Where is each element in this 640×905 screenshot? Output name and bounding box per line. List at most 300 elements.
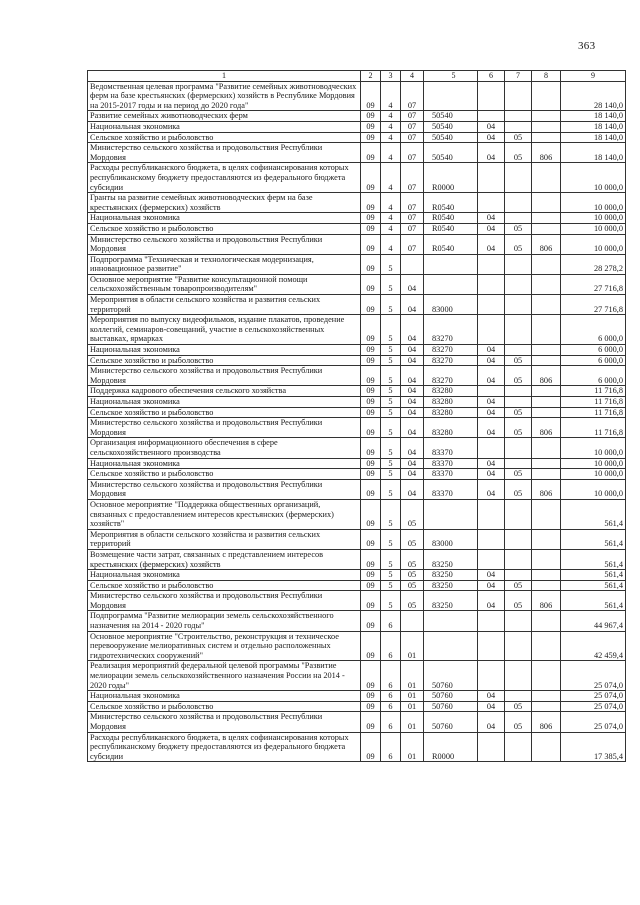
code-cell-2: 09 xyxy=(361,143,381,163)
code-cell-4: 07 xyxy=(401,111,424,122)
code-cell-7 xyxy=(505,274,532,294)
code-cell-4: 04 xyxy=(401,469,424,480)
amount-cell: 10 000,0 xyxy=(561,438,626,458)
code-cell-6 xyxy=(478,315,505,345)
table-row xyxy=(88,121,626,132)
code-cell-4 xyxy=(401,611,424,631)
table-row xyxy=(88,611,626,631)
code-cell-7 xyxy=(505,315,532,345)
header-cell: 5 xyxy=(424,71,478,82)
row-name-cell: Ведомственная целевая программа "Развитие семейных животноводческих ферм на базе крестьянских (фермерских) хозяйств в Республике Мордовия на 2015-2017 годы и на период до 2020 года" xyxy=(88,81,361,111)
code-cell-5: 83370 xyxy=(424,469,478,480)
amount-cell: 10 000,0 xyxy=(561,458,626,469)
code-cell-6: 04 xyxy=(478,397,505,408)
code-cell-5: 50760 xyxy=(424,712,478,732)
code-cell-8 xyxy=(532,397,561,408)
code-cell-6: 04 xyxy=(478,479,505,499)
code-cell-6 xyxy=(478,254,505,274)
table-row xyxy=(88,712,626,732)
code-cell-7 xyxy=(505,549,532,569)
code-cell-5: 50760 xyxy=(424,661,478,691)
code-cell-7 xyxy=(505,732,532,762)
code-cell-6 xyxy=(478,193,505,213)
code-cell-6: 04 xyxy=(478,355,505,366)
code-cell-2: 09 xyxy=(361,132,381,143)
amount-cell: 18 140,0 xyxy=(561,132,626,143)
code-cell-7: 05 xyxy=(505,234,532,254)
code-cell-7 xyxy=(505,611,532,631)
code-cell-3: 5 xyxy=(381,418,401,438)
amount-cell: 561,4 xyxy=(561,529,626,549)
code-cell-2: 09 xyxy=(361,701,381,712)
table-row xyxy=(88,407,626,418)
code-cell-8 xyxy=(532,407,561,418)
code-cell-4: 07 xyxy=(401,121,424,132)
code-cell-8 xyxy=(532,223,561,234)
code-cell-3: 4 xyxy=(381,213,401,224)
table-row xyxy=(88,254,626,274)
code-cell-7 xyxy=(505,691,532,702)
code-cell-6 xyxy=(478,163,505,193)
code-cell-2: 09 xyxy=(361,295,381,315)
row-name-cell: Подпрограмма "Техническая и технологическая модернизация, инновационное развитие" xyxy=(88,254,361,274)
code-cell-4: 04 xyxy=(401,295,424,315)
code-cell-3: 5 xyxy=(381,407,401,418)
table-body xyxy=(88,81,626,762)
code-cell-4: 07 xyxy=(401,163,424,193)
amount-cell: 11 716,8 xyxy=(561,386,626,397)
code-cell-3: 4 xyxy=(381,81,401,111)
row-name-cell: Гранты на развитие семейных животноводческих ферм на базе крестьянских (фермерских) хозяйств xyxy=(88,193,361,213)
code-cell-6 xyxy=(478,274,505,294)
code-cell-2: 09 xyxy=(361,81,381,111)
code-cell-8 xyxy=(532,163,561,193)
row-name-cell: Подпрограмма "Развитие мелиорации земель сельскохозяйственного назначения на 2014 - 2020 годы" xyxy=(88,611,361,631)
code-cell-7 xyxy=(505,529,532,549)
code-cell-4: 05 xyxy=(401,570,424,581)
table-row xyxy=(88,274,626,294)
code-cell-3: 6 xyxy=(381,661,401,691)
amount-cell: 18 140,0 xyxy=(561,111,626,122)
amount-cell: 561,4 xyxy=(561,580,626,591)
code-cell-2: 09 xyxy=(361,223,381,234)
code-cell-8 xyxy=(532,111,561,122)
row-name-cell: Министерство сельского хозяйства и продовольствия Республики Мордовия xyxy=(88,591,361,611)
table-row xyxy=(88,234,626,254)
code-cell-6: 04 xyxy=(478,691,505,702)
row-name-cell: Сельское хозяйство и рыболовство xyxy=(88,407,361,418)
row-name-cell: Реализация мероприятий федеральной целевой программы "Развитие мелиорации земель сельскохозяйственного назначения России на 2014 - 2020 годы" xyxy=(88,661,361,691)
code-cell-8 xyxy=(532,274,561,294)
code-cell-6 xyxy=(478,386,505,397)
code-cell-2: 09 xyxy=(361,397,381,408)
amount-cell: 25 074,0 xyxy=(561,661,626,691)
code-cell-2: 09 xyxy=(361,111,381,122)
code-cell-5: 83280 xyxy=(424,397,478,408)
row-name-cell: Мероприятия в области сельского хозяйства и развития сельских территорий xyxy=(88,529,361,549)
code-cell-8 xyxy=(532,549,561,569)
table-row xyxy=(88,223,626,234)
row-name-cell: Основное мероприятие "Поддержка общественных организаций, связанных с предоставлением интересов крестьянских (фермерских) хозяйств" xyxy=(88,499,361,529)
table-row xyxy=(88,469,626,480)
code-cell-7: 05 xyxy=(505,143,532,163)
code-cell-8 xyxy=(532,611,561,631)
code-cell-2: 09 xyxy=(361,631,381,661)
code-cell-3: 5 xyxy=(381,469,401,480)
code-cell-7 xyxy=(505,111,532,122)
code-cell-4: 04 xyxy=(401,315,424,345)
code-cell-6: 04 xyxy=(478,132,505,143)
code-cell-5: 83280 xyxy=(424,418,478,438)
code-cell-7: 05 xyxy=(505,591,532,611)
code-cell-3: 5 xyxy=(381,570,401,581)
row-name-cell: Расходы республиканского бюджета, в целях софинансирования которых республиканскому бюджету предоставляются из федерального бюджета субсидии xyxy=(88,732,361,762)
code-cell-3: 4 xyxy=(381,121,401,132)
code-cell-6: 04 xyxy=(478,234,505,254)
code-cell-3: 5 xyxy=(381,438,401,458)
code-cell-7 xyxy=(505,163,532,193)
code-cell-4: 04 xyxy=(401,366,424,386)
code-cell-5: 83000 xyxy=(424,529,478,549)
code-cell-8 xyxy=(532,631,561,661)
row-name-cell: Министерство сельского хозяйства и продовольствия Республики Мордовия xyxy=(88,366,361,386)
code-cell-8 xyxy=(532,254,561,274)
code-cell-3: 5 xyxy=(381,580,401,591)
code-cell-6 xyxy=(478,438,505,458)
code-cell-2: 09 xyxy=(361,712,381,732)
code-cell-2: 09 xyxy=(361,213,381,224)
row-name-cell: Сельское хозяйство и рыболовство xyxy=(88,132,361,143)
code-cell-6: 04 xyxy=(478,213,505,224)
code-cell-3: 6 xyxy=(381,691,401,702)
amount-cell: 27 716,8 xyxy=(561,295,626,315)
table-row xyxy=(88,163,626,193)
code-cell-4: 05 xyxy=(401,499,424,529)
amount-cell: 561,4 xyxy=(561,499,626,529)
table-row xyxy=(88,418,626,438)
amount-cell: 6 000,0 xyxy=(561,315,626,345)
table-row xyxy=(88,438,626,458)
code-cell-3: 4 xyxy=(381,223,401,234)
code-cell-5: 83250 xyxy=(424,570,478,581)
code-cell-7: 05 xyxy=(505,366,532,386)
amount-cell: 18 140,0 xyxy=(561,121,626,132)
table-row xyxy=(88,81,626,111)
code-cell-3: 6 xyxy=(381,611,401,631)
code-cell-8: 806 xyxy=(532,479,561,499)
code-cell-4: 07 xyxy=(401,143,424,163)
amount-cell: 10 000,0 xyxy=(561,469,626,480)
code-cell-7 xyxy=(505,458,532,469)
row-name-cell: Национальная экономика xyxy=(88,570,361,581)
code-cell-3: 4 xyxy=(381,163,401,193)
table-row xyxy=(88,458,626,469)
amount-cell: 28 278,2 xyxy=(561,254,626,274)
header-cell: 6 xyxy=(478,71,505,82)
code-cell-6: 04 xyxy=(478,407,505,418)
header-cell: 9 xyxy=(561,71,626,82)
code-cell-2: 09 xyxy=(361,570,381,581)
amount-cell: 6 000,0 xyxy=(561,355,626,366)
header-cell: 3 xyxy=(381,71,401,82)
amount-cell: 25 074,0 xyxy=(561,691,626,702)
code-cell-8 xyxy=(532,386,561,397)
code-cell-2: 09 xyxy=(361,691,381,702)
header-cell: 2 xyxy=(361,71,381,82)
code-cell-8: 806 xyxy=(532,234,561,254)
code-cell-6 xyxy=(478,81,505,111)
amount-cell: 6 000,0 xyxy=(561,366,626,386)
code-cell-3: 5 xyxy=(381,345,401,356)
code-cell-6: 04 xyxy=(478,701,505,712)
row-name-cell: Возмещение части затрат, связанных с представлением интересов крестьянских (фермерских) хозяйств xyxy=(88,549,361,569)
code-cell-7 xyxy=(505,213,532,224)
code-cell-6: 04 xyxy=(478,570,505,581)
code-cell-4: 05 xyxy=(401,549,424,569)
code-cell-8 xyxy=(532,499,561,529)
code-cell-8 xyxy=(532,458,561,469)
code-cell-7 xyxy=(505,121,532,132)
table-row xyxy=(88,366,626,386)
code-cell-4 xyxy=(401,254,424,274)
code-cell-6 xyxy=(478,499,505,529)
table-row xyxy=(88,691,626,702)
code-cell-4: 04 xyxy=(401,438,424,458)
code-cell-5: R0540 xyxy=(424,193,478,213)
code-cell-8 xyxy=(532,213,561,224)
code-cell-8: 806 xyxy=(532,591,561,611)
code-cell-6: 04 xyxy=(478,591,505,611)
code-cell-2: 09 xyxy=(361,254,381,274)
table-row xyxy=(88,386,626,397)
amount-cell: 561,4 xyxy=(561,591,626,611)
code-cell-6: 04 xyxy=(478,418,505,438)
code-cell-2: 09 xyxy=(361,355,381,366)
code-cell-8 xyxy=(532,529,561,549)
code-cell-3: 6 xyxy=(381,732,401,762)
table-row xyxy=(88,213,626,224)
code-cell-7 xyxy=(505,570,532,581)
code-cell-3: 5 xyxy=(381,274,401,294)
amount-cell: 561,4 xyxy=(561,549,626,569)
code-cell-8 xyxy=(532,732,561,762)
code-cell-4: 04 xyxy=(401,418,424,438)
code-cell-5: 83370 xyxy=(424,438,478,458)
code-cell-4: 07 xyxy=(401,193,424,213)
code-cell-5: 50540 xyxy=(424,143,478,163)
header-cell: 7 xyxy=(505,71,532,82)
code-cell-6 xyxy=(478,549,505,569)
code-cell-4: 05 xyxy=(401,529,424,549)
amount-cell: 27 716,8 xyxy=(561,274,626,294)
code-cell-3: 5 xyxy=(381,254,401,274)
row-name-cell: Министерство сельского хозяйства и продовольствия Республики Мордовия xyxy=(88,234,361,254)
code-cell-7 xyxy=(505,661,532,691)
code-cell-7: 05 xyxy=(505,479,532,499)
code-cell-5: 83250 xyxy=(424,580,478,591)
code-cell-6: 04 xyxy=(478,580,505,591)
code-cell-8 xyxy=(532,295,561,315)
amount-cell: 28 140,0 xyxy=(561,81,626,111)
code-cell-5: 83270 xyxy=(424,355,478,366)
code-cell-6: 04 xyxy=(478,458,505,469)
code-cell-5: 83000 xyxy=(424,295,478,315)
code-cell-5: 83270 xyxy=(424,366,478,386)
code-cell-8 xyxy=(532,132,561,143)
code-cell-6 xyxy=(478,661,505,691)
code-cell-4: 07 xyxy=(401,223,424,234)
code-cell-5: 83250 xyxy=(424,549,478,569)
code-cell-8: 806 xyxy=(532,418,561,438)
code-cell-7: 05 xyxy=(505,223,532,234)
code-cell-4: 01 xyxy=(401,701,424,712)
header-cell: 4 xyxy=(401,71,424,82)
row-name-cell: Мероприятия в области сельского хозяйства и развития сельских территорий xyxy=(88,295,361,315)
code-cell-5: 50540 xyxy=(424,111,478,122)
code-cell-4: 04 xyxy=(401,479,424,499)
row-name-cell: Министерство сельского хозяйства и продовольствия Республики Мордовия xyxy=(88,479,361,499)
amount-cell: 42 459,4 xyxy=(561,631,626,661)
amount-cell: 25 074,0 xyxy=(561,701,626,712)
amount-cell: 10 000,0 xyxy=(561,163,626,193)
row-name-cell: Развитие семейных животноводческих ферм xyxy=(88,111,361,122)
code-cell-2: 09 xyxy=(361,366,381,386)
code-cell-2: 09 xyxy=(361,234,381,254)
code-cell-4: 04 xyxy=(401,458,424,469)
row-name-cell: Национальная экономика xyxy=(88,213,361,224)
code-cell-8: 806 xyxy=(532,712,561,732)
table-row xyxy=(88,295,626,315)
code-cell-8 xyxy=(532,701,561,712)
amount-cell: 10 000,0 xyxy=(561,223,626,234)
row-name-cell: Организация информационного обеспечения в сфере сельскохозяйственного производства xyxy=(88,438,361,458)
code-cell-2: 09 xyxy=(361,418,381,438)
amount-cell: 25 074,0 xyxy=(561,712,626,732)
code-cell-3: 4 xyxy=(381,234,401,254)
code-cell-3: 5 xyxy=(381,591,401,611)
code-cell-8 xyxy=(532,438,561,458)
table-row xyxy=(88,132,626,143)
amount-cell: 11 716,8 xyxy=(561,418,626,438)
code-cell-7: 05 xyxy=(505,712,532,732)
code-cell-2: 09 xyxy=(361,407,381,418)
code-cell-4: 05 xyxy=(401,580,424,591)
code-cell-4: 07 xyxy=(401,132,424,143)
code-cell-7 xyxy=(505,397,532,408)
code-cell-2: 09 xyxy=(361,469,381,480)
code-cell-8 xyxy=(532,193,561,213)
code-cell-3: 5 xyxy=(381,499,401,529)
code-cell-5: 83370 xyxy=(424,458,478,469)
code-cell-5: 83270 xyxy=(424,345,478,356)
code-cell-3: 4 xyxy=(381,111,401,122)
code-cell-4: 07 xyxy=(401,213,424,224)
table-row xyxy=(88,315,626,345)
code-cell-8 xyxy=(532,355,561,366)
code-cell-4: 01 xyxy=(401,712,424,732)
code-cell-3: 4 xyxy=(381,132,401,143)
code-cell-8 xyxy=(532,580,561,591)
code-cell-4: 01 xyxy=(401,691,424,702)
code-cell-3: 5 xyxy=(381,529,401,549)
code-cell-7 xyxy=(505,81,532,111)
code-cell-7 xyxy=(505,386,532,397)
code-cell-4: 04 xyxy=(401,345,424,356)
code-cell-6: 04 xyxy=(478,366,505,386)
row-name-cell: Мероприятия по выпуску видеофильмов, издание плакатов, проведение коллегий, семинаров-совещаний, участие в сельскохозяйственных выставках, ярмарках xyxy=(88,315,361,345)
code-cell-4: 05 xyxy=(401,591,424,611)
amount-cell: 44 967,4 xyxy=(561,611,626,631)
code-cell-6 xyxy=(478,732,505,762)
header-cell: 1 xyxy=(88,71,361,82)
code-cell-8 xyxy=(532,81,561,111)
budget-table xyxy=(87,70,626,762)
code-cell-5 xyxy=(424,274,478,294)
code-cell-2: 09 xyxy=(361,121,381,132)
code-cell-3: 6 xyxy=(381,701,401,712)
code-cell-7: 05 xyxy=(505,132,532,143)
code-cell-6 xyxy=(478,611,505,631)
code-cell-3: 5 xyxy=(381,295,401,315)
code-cell-7: 05 xyxy=(505,469,532,480)
amount-cell: 18 140,0 xyxy=(561,143,626,163)
row-name-cell: Основное мероприятие "Строительство, реконструкция и техническое перевооружение мелиоративных систем и отдельно расположенных гидротехнических сооружений" xyxy=(88,631,361,661)
table-row xyxy=(88,549,626,569)
code-cell-2: 09 xyxy=(361,499,381,529)
code-cell-8: 806 xyxy=(532,143,561,163)
amount-cell: 10 000,0 xyxy=(561,234,626,254)
table-row xyxy=(88,529,626,549)
code-cell-6: 04 xyxy=(478,223,505,234)
code-cell-5 xyxy=(424,611,478,631)
table-row xyxy=(88,479,626,499)
code-cell-5 xyxy=(424,499,478,529)
code-cell-3: 5 xyxy=(381,366,401,386)
code-cell-8: 806 xyxy=(532,366,561,386)
row-name-cell: Сельское хозяйство и рыболовство xyxy=(88,223,361,234)
code-cell-5: 83270 xyxy=(424,315,478,345)
code-cell-3: 5 xyxy=(381,397,401,408)
table-row xyxy=(88,591,626,611)
code-cell-7: 05 xyxy=(505,701,532,712)
row-name-cell: Национальная экономика xyxy=(88,397,361,408)
row-name-cell: Министерство сельского хозяйства и продовольствия Республики Мордовия xyxy=(88,143,361,163)
code-cell-8 xyxy=(532,121,561,132)
code-cell-7 xyxy=(505,631,532,661)
amount-cell: 10 000,0 xyxy=(561,479,626,499)
code-cell-3: 5 xyxy=(381,355,401,366)
code-cell-3: 4 xyxy=(381,193,401,213)
code-cell-2: 09 xyxy=(361,163,381,193)
code-cell-4: 01 xyxy=(401,631,424,661)
row-name-cell: Расходы республиканского бюджета, в целях софинансирования которых республиканскому бюджету предоставляются из федерального бюджета субсидии xyxy=(88,163,361,193)
table-row xyxy=(88,631,626,661)
code-cell-4: 04 xyxy=(401,386,424,397)
code-cell-4: 04 xyxy=(401,355,424,366)
code-cell-3: 5 xyxy=(381,386,401,397)
code-cell-3: 5 xyxy=(381,315,401,345)
code-cell-2: 09 xyxy=(361,549,381,569)
code-cell-4: 01 xyxy=(401,732,424,762)
code-cell-6: 04 xyxy=(478,143,505,163)
row-name-cell: Основное мероприятие "Развитие консультационной помощи сельскохозяйственным товаропроизводителям" xyxy=(88,274,361,294)
table-row xyxy=(88,701,626,712)
table-row xyxy=(88,193,626,213)
code-cell-5: 50540 xyxy=(424,132,478,143)
row-name-cell: Национальная экономика xyxy=(88,345,361,356)
code-cell-4: 04 xyxy=(401,397,424,408)
code-cell-8 xyxy=(532,469,561,480)
